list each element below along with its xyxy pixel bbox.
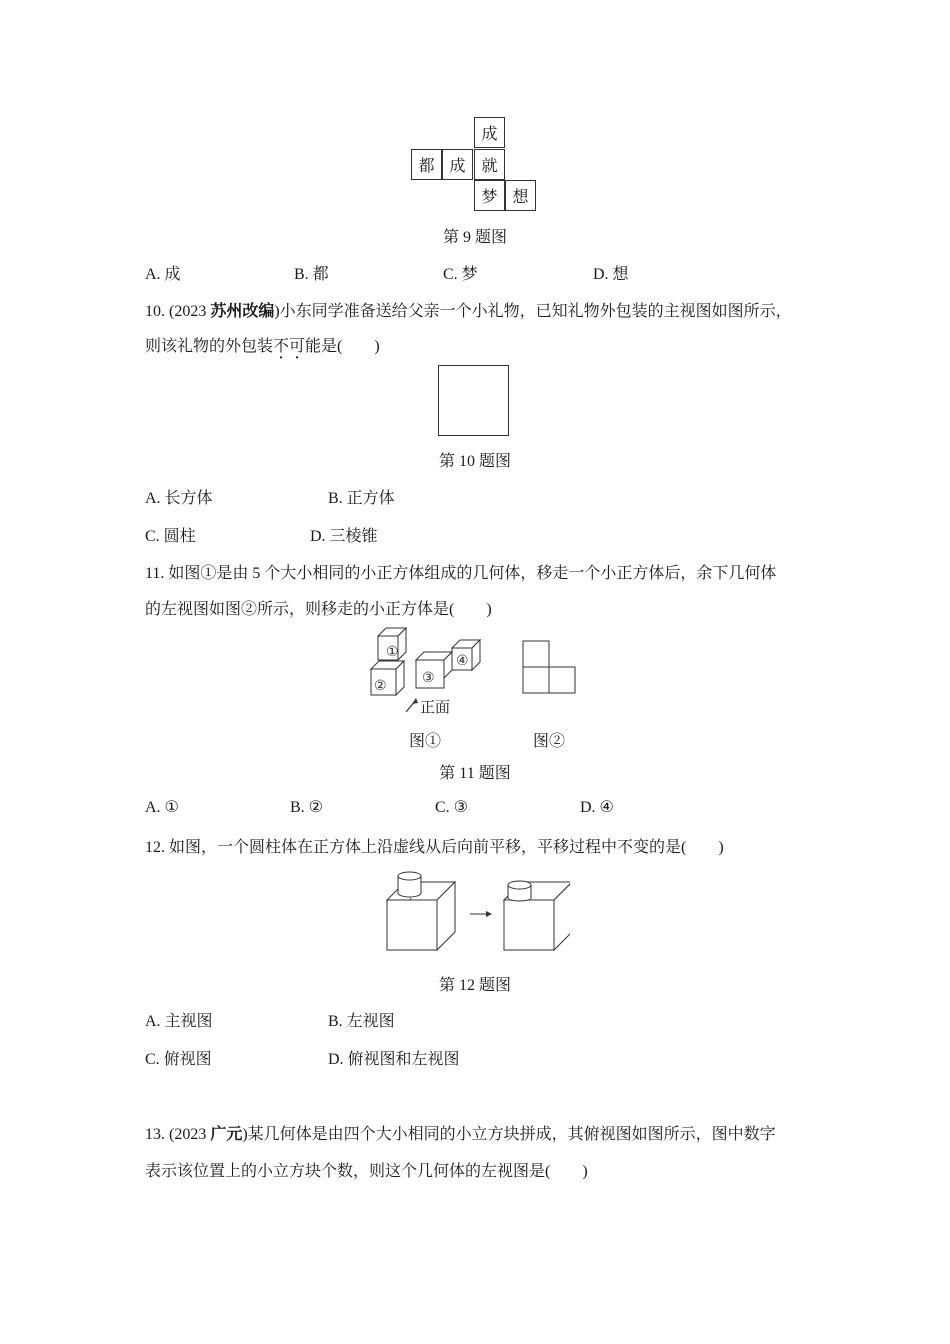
- net-cell: 就: [474, 149, 505, 180]
- q11-caption: 第 11 题图: [439, 765, 511, 782]
- q10-text: 能是( ): [305, 338, 380, 355]
- q12-option-a[interactable]: A. 主视图: [145, 1013, 213, 1030]
- q13-line1: [145, 1121, 776, 1144]
- q10-line2: [145, 333, 380, 356]
- q12-cylinder-cube-figure: [380, 866, 570, 956]
- q10-option-c[interactable]: C. 圆柱: [145, 528, 196, 545]
- q10-line1: [145, 298, 792, 321]
- q12-line1: 12. 如图，一个圆柱体在正方体上沿虚线从后向前平移，平移过程中不变的是( ): [145, 839, 724, 856]
- emphasis-text: 不: [273, 338, 290, 355]
- q10-option-b[interactable]: B. 正方体: [328, 490, 395, 507]
- cube-label-1: ①: [386, 645, 399, 660]
- q9-option-d[interactable]: D. 想: [593, 266, 629, 283]
- q13-line2: 表示该位置上的小立方块个数，则这个几何体的左视图是( ): [145, 1163, 588, 1180]
- q13-text: )某几何体是由四个大小相同的小立方块拼成，其俯视图如图所示，图中数字: [242, 1126, 776, 1143]
- cube-label-2: ②: [374, 679, 387, 694]
- q10-option-a[interactable]: A. 长方体: [145, 490, 213, 507]
- q10-source: 苏州改编: [210, 303, 275, 320]
- q11-fig2-caption: 图②: [533, 733, 566, 750]
- q11-front-label: 正面: [420, 700, 451, 716]
- q10-option-d[interactable]: D. 三棱锥: [310, 528, 378, 545]
- q12-option-b[interactable]: B. 左视图: [328, 1013, 395, 1030]
- cube-label-3: ③: [422, 671, 435, 686]
- q10-text: 则该礼物的外包装: [145, 338, 274, 355]
- q12-option-d[interactable]: D. 俯视图和左视图: [328, 1051, 460, 1068]
- q9-option-b[interactable]: B. 都: [294, 266, 329, 283]
- q10-square-figure: [438, 365, 509, 436]
- net-cell: 成: [474, 117, 505, 148]
- q12-caption: 第 12 题图: [438, 977, 511, 994]
- q10-number: 10. (2023: [145, 303, 211, 320]
- net-cell: 想: [505, 180, 536, 211]
- q11-option-a[interactable]: A. ①: [145, 799, 179, 816]
- cube-label-4: ④: [456, 654, 469, 669]
- q12-option-c[interactable]: C. 俯视图: [145, 1051, 212, 1068]
- net-cell: 成: [442, 149, 473, 180]
- q11-option-d[interactable]: D. ④: [580, 799, 614, 816]
- q11-option-c[interactable]: C. ③: [435, 799, 469, 816]
- q10-text: )小东同学准备送给父亲一个小礼物，已知礼物外包装的主视图如图所示，: [274, 303, 792, 320]
- q9-option-a[interactable]: A. 成: [145, 266, 181, 283]
- q13-number: 13. (2023: [145, 1126, 211, 1143]
- q9-caption: 第 9 题图: [442, 229, 507, 246]
- q11-left-view-figure: [522, 640, 578, 696]
- net-cell: 梦: [474, 180, 505, 211]
- q11-line2: 的左视图如图②所示，则移走的小正方体是( ): [145, 601, 492, 618]
- q13-source: 广元: [210, 1126, 243, 1143]
- q11-line1: 11. 如图①是由 5 个大小相同的小正方体组成的几何体，移走一个小正方体后，余下几何体: [145, 565, 777, 582]
- q11-option-b[interactable]: B. ②: [290, 799, 324, 816]
- net-cell: 都: [411, 149, 442, 180]
- q11-fig1-caption: 图①: [409, 733, 442, 750]
- q10-caption: 第 10 题图: [438, 453, 511, 470]
- q9-option-c[interactable]: C. 梦: [443, 266, 478, 283]
- emphasis-text: 可: [289, 338, 306, 355]
